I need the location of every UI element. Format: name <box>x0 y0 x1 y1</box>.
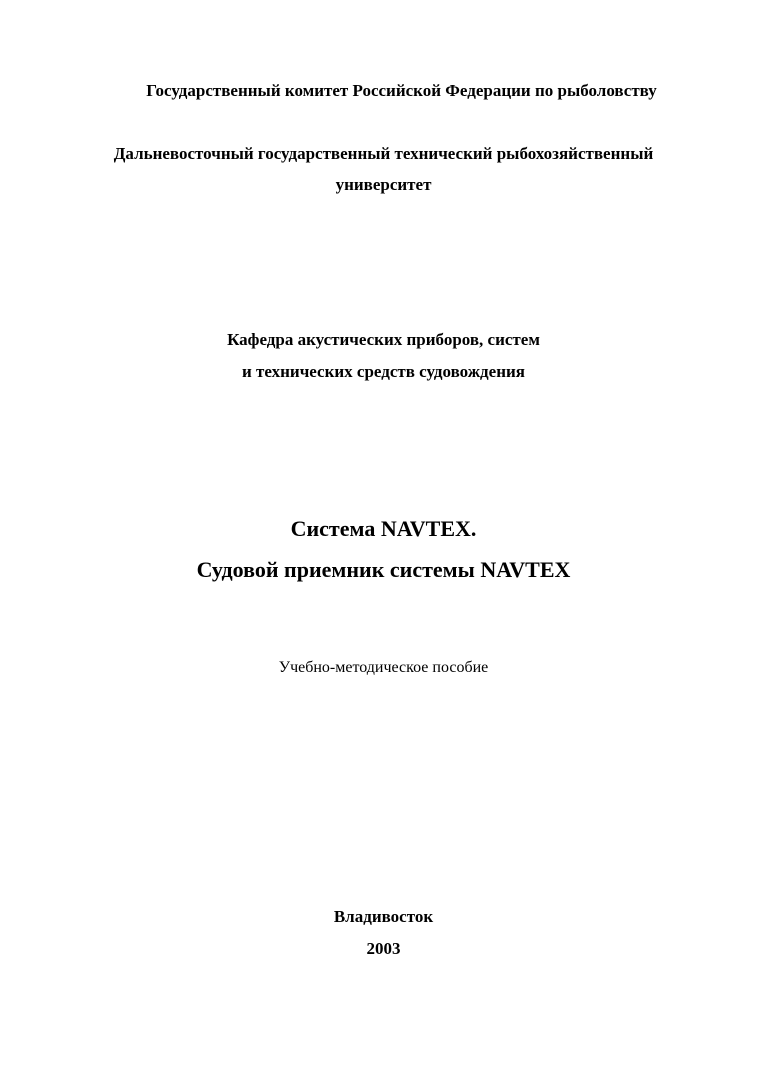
document-subtitle: Учебно-методическое пособие <box>278 659 489 676</box>
department-name-line2: и технических средств судовождения <box>242 362 525 381</box>
publication-year: 2003 <box>366 939 401 958</box>
document-title-line2: Судовой приемник системы NAVTEX <box>196 557 571 582</box>
publication-city: Владивосток <box>333 907 434 926</box>
university-name-line2: университет <box>335 175 432 194</box>
university-name-line1: Дальневосточный государственный технический рыбохозяйственный <box>113 144 654 163</box>
department-name-line1: Кафедра акустических приборов, систем <box>227 330 540 349</box>
ministry-name: Государственный комитет Российской Федерации по рыболовству <box>146 81 657 100</box>
document-title-line1: Система NAVTEX. <box>290 516 477 541</box>
